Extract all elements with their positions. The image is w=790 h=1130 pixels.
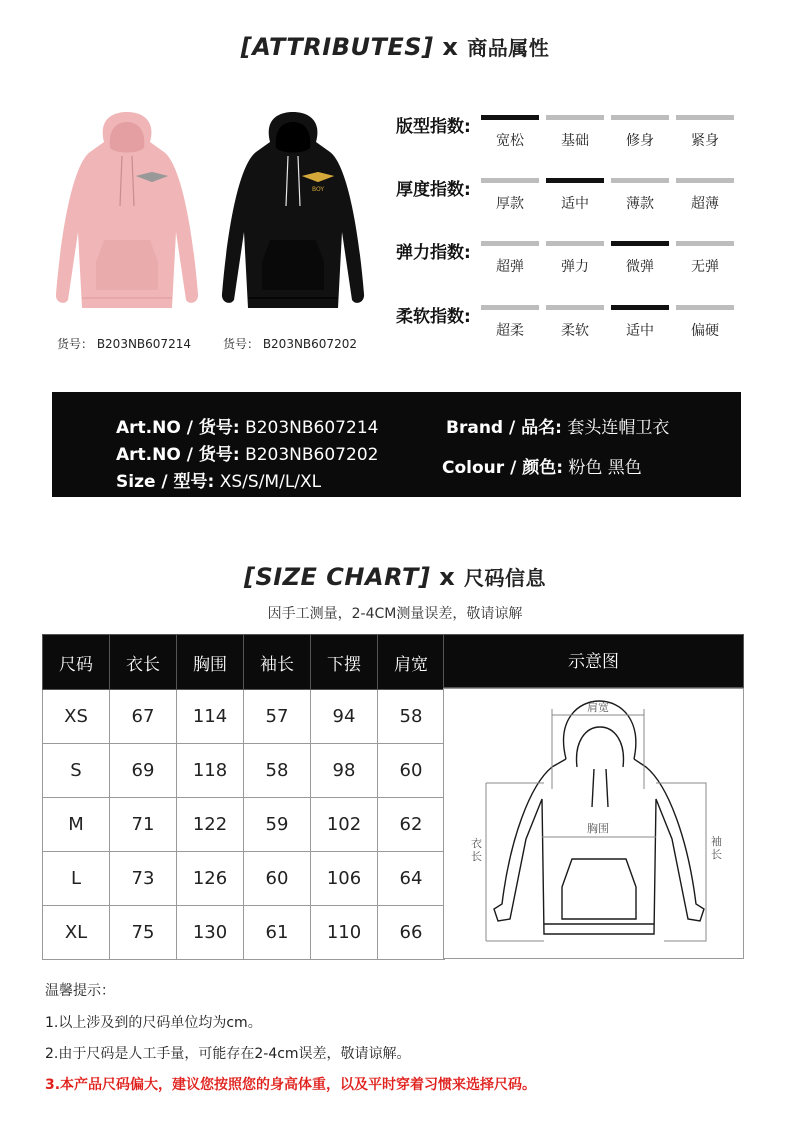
note-line-1: 1.以上涉及到的尺码单位均为cm。 — [45, 1015, 262, 1031]
size-table-header — [43, 635, 445, 690]
size-value-cell: 102 — [311, 798, 378, 852]
size-label-cell: L — [43, 852, 110, 906]
diagram-label-length: 衣长 — [471, 837, 482, 863]
size-value-cell: 58 — [244, 744, 311, 798]
attribute-bar — [676, 178, 734, 183]
artno-line-2 — [116, 440, 378, 465]
size-value-cell: 61 — [244, 906, 311, 960]
size-value-cell: 118 — [177, 744, 244, 798]
diagram-label-sleeve: 袖长 — [711, 835, 722, 861]
size-value-cell: 60 — [378, 744, 445, 798]
diagram-label-chest: 胸围 — [587, 822, 609, 835]
size-table-header-cell: 肩宽 — [378, 635, 445, 690]
size-label-cell: XL — [43, 906, 110, 960]
black-hoodie-image — [218, 112, 368, 317]
size-table-header-cell: 胸围 — [177, 635, 244, 690]
colour-line — [442, 453, 642, 478]
size-value-cell: 73 — [110, 852, 177, 906]
size-value-cell: 94 — [311, 690, 378, 744]
artno-value-2: B203NB607202 — [245, 445, 379, 465]
size-value-cell: 71 — [110, 798, 177, 852]
attribute-option: 超柔 — [496, 323, 524, 339]
attribute-bar — [546, 305, 604, 310]
size-value-cell: 122 — [177, 798, 244, 852]
attribute-bar-selected — [481, 115, 539, 120]
attribute-option: 超弹 — [496, 259, 524, 275]
attribute-option: 微弹 — [626, 259, 654, 275]
size-heading-cn: 尺码信息 — [464, 566, 547, 590]
size-table-header-cell: 下摆 — [311, 635, 378, 690]
brand-label: Brand / 品名: — [446, 418, 562, 438]
attribute-option: 修身 — [626, 133, 654, 149]
notes-title: 温馨提示： — [45, 983, 115, 999]
size-value-cell: 98 — [311, 744, 378, 798]
diagram-header: 示意图 — [443, 634, 744, 688]
artno-line-1 — [116, 413, 378, 438]
product-caption-pink: 货号： B203NB607214 — [57, 337, 191, 351]
size-table-body — [43, 690, 445, 960]
attribute-bar-selected — [546, 178, 604, 183]
size-value-cell: 58 — [378, 690, 445, 744]
attribute-label: 弹力指数: — [396, 243, 471, 263]
size-value-cell: 62 — [378, 798, 445, 852]
attribute-option: 超薄 — [691, 196, 719, 212]
size-value-cell: 114 — [177, 690, 244, 744]
diagram-box — [443, 688, 744, 959]
pink-hoodie-image — [52, 112, 202, 317]
size-table-header-cell: 衣长 — [110, 635, 177, 690]
attribute-label: 版型指数: — [396, 117, 471, 137]
product-info-box — [52, 392, 741, 497]
table-row — [43, 852, 445, 906]
size-chart-subtitle: 因手工测量，2-4CM测量误差，敬请谅解 — [267, 606, 523, 622]
attribute-option: 适中 — [626, 323, 654, 339]
attribute-bar — [481, 305, 539, 310]
attribute-bar — [481, 241, 539, 246]
brand-value: 套头连帽卫衣 — [567, 418, 670, 438]
size-label-cell: M — [43, 798, 110, 852]
colour-value: 粉色 黑色 — [568, 458, 642, 478]
attribute-option: 厚款 — [496, 196, 524, 212]
attribute-bar — [546, 115, 604, 120]
attribute-bar — [676, 305, 734, 310]
size-value-cell: 66 — [378, 906, 445, 960]
attribute-option: 无弹 — [691, 259, 719, 275]
size-value-cell: 130 — [177, 906, 244, 960]
attribute-option: 宽松 — [496, 133, 524, 149]
attribute-bar — [676, 115, 734, 120]
attribute-label: 厚度指数: — [396, 180, 471, 200]
attribute-bar — [676, 241, 734, 246]
size-value-cell: 69 — [110, 744, 177, 798]
attribute-label: 柔软指数: — [396, 307, 471, 327]
attribute-bar — [481, 178, 539, 183]
size-label-cell: S — [43, 744, 110, 798]
size-value-cell: 67 — [110, 690, 177, 744]
logo-text: BOY — [311, 186, 325, 193]
size-value-cell: 59 — [244, 798, 311, 852]
attribute-option: 适中 — [561, 196, 589, 212]
table-row — [43, 744, 445, 798]
attribute-bar — [611, 115, 669, 120]
size-value-cell: 106 — [311, 852, 378, 906]
attributes-heading-cn: 商品属性 — [467, 36, 550, 60]
attribute-option: 薄款 — [626, 196, 654, 212]
attributes-heading — [0, 32, 790, 61]
size-value-cell: 110 — [311, 906, 378, 960]
size-table — [42, 634, 445, 960]
table-row — [43, 798, 445, 852]
attribute-option: 紧身 — [691, 133, 719, 149]
brand-line — [446, 413, 669, 438]
size-heading-x: x — [439, 563, 456, 591]
size-table-header-cell: 袖长 — [244, 635, 311, 690]
attribute-bar-selected — [611, 241, 669, 246]
artno-label: Art.NO / 货号: — [116, 418, 240, 438]
size-chart-heading — [0, 562, 790, 591]
table-row — [43, 690, 445, 744]
artno-value-1: B203NB607214 — [245, 418, 379, 438]
note-line-3: 3.本产品尺码偏大，建议您按照您的身高体重，以及平时穿着习惯来选择尺码。 — [45, 1077, 537, 1093]
size-line — [116, 467, 321, 492]
attribute-bar — [611, 178, 669, 183]
attributes-heading-x: x — [442, 33, 459, 61]
size-table-header-cell: 尺码 — [43, 635, 110, 690]
size-label-cell: XS — [43, 690, 110, 744]
size-value-cell: 64 — [378, 852, 445, 906]
product-caption-black: 货号： B203NB607202 — [223, 337, 357, 351]
attribute-option: 偏硬 — [691, 323, 719, 339]
colour-label: Colour / 颜色: — [442, 458, 563, 478]
attribute-bar — [546, 241, 604, 246]
note-line-2: 2.由于尺码是人工手量，可能存在2-4cm误差，敬请谅解。 — [45, 1046, 411, 1062]
artno-label-2: Art.NO / 货号: — [116, 445, 240, 465]
size-value-cell: 126 — [177, 852, 244, 906]
size-value-cell: 60 — [244, 852, 311, 906]
table-row — [43, 906, 445, 960]
size-value-cell: 57 — [244, 690, 311, 744]
attribute-option: 弹力 — [561, 259, 589, 275]
size-values: XS/S/M/L/XL — [219, 472, 322, 492]
size-heading-en: [SIZE CHART] — [243, 563, 431, 591]
size-label: Size / 型号: — [116, 472, 215, 492]
size-value-cell: 75 — [110, 906, 177, 960]
hoodie-diagram — [444, 689, 743, 958]
attribute-option: 基础 — [561, 133, 589, 149]
attributes-heading-en: [ATTRIBUTES] — [240, 33, 434, 61]
attribute-option: 柔软 — [561, 323, 589, 339]
diagram-label-shoulder: 肩宽 — [587, 701, 609, 714]
attribute-bar-selected — [611, 305, 669, 310]
